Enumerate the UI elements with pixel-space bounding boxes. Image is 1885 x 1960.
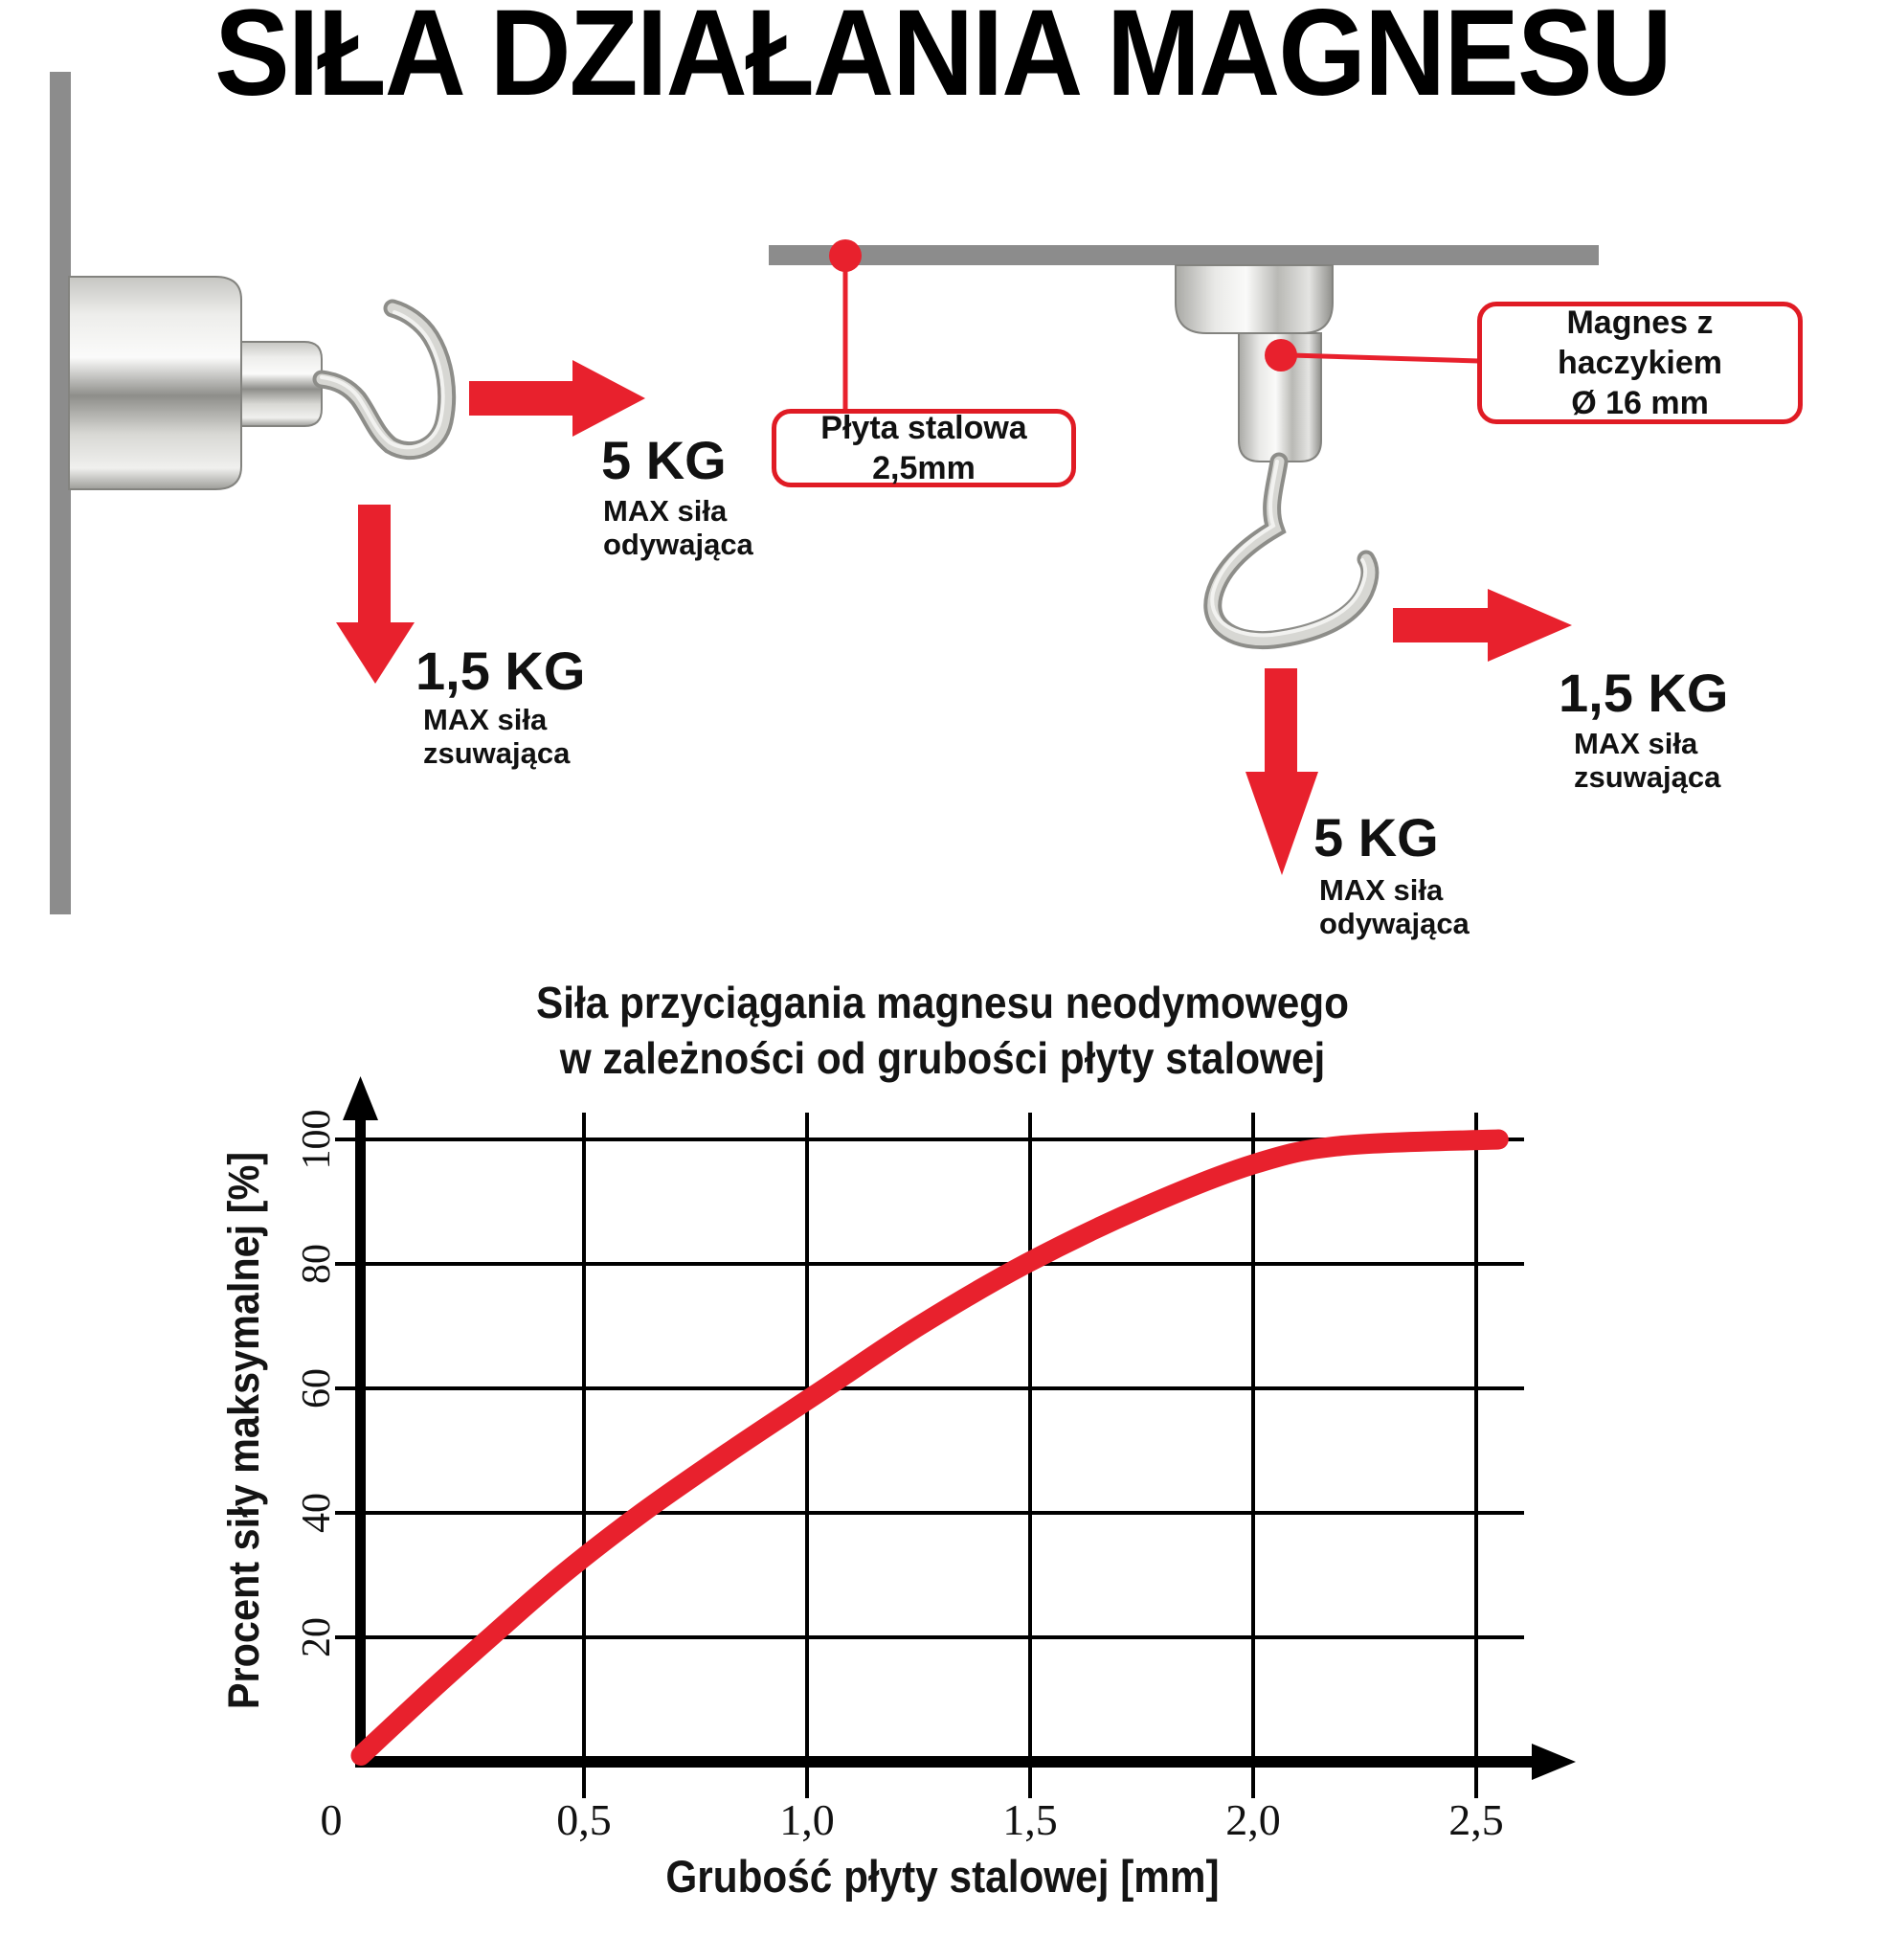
- chart-title-line2: w zależności od grubości płyty stalowej: [559, 1033, 1326, 1083]
- plate-callout-box: [772, 409, 1076, 487]
- magnet-cup: [69, 277, 241, 489]
- magnet-callout-text-2: Ø 16 mm: [1571, 385, 1709, 421]
- chart-x-axis: [355, 1756, 1535, 1768]
- chart-x-axis-arrow: [1532, 1744, 1576, 1780]
- x-tick-label: 0: [320, 1795, 343, 1844]
- chart-title-line1: Siła przyciągania magnesu neodymowego: [536, 978, 1349, 1027]
- x-tick-label: 2,0: [1225, 1795, 1281, 1844]
- right-pulloff-arrow: [1245, 668, 1318, 875]
- chart-axes: [343, 1076, 1576, 1780]
- y-tick-label: 80: [295, 1244, 339, 1284]
- magnet-callout-text-1: Magnes z haczykiem: [1558, 304, 1722, 381]
- left-pulloff-arrow: [469, 360, 645, 437]
- left-pulloff-value: 5 KG: [601, 430, 727, 490]
- right-pulloff-caption-1: MAX siła: [1319, 873, 1444, 907]
- chart-plot-area: [295, 1110, 1524, 1845]
- ceiling-magnet-image: [1176, 265, 1370, 641]
- left-slide-arrow: [336, 505, 415, 684]
- left-pulloff-caption-1: MAX siła: [603, 494, 728, 528]
- right-slide-caption-1: MAX siła: [1574, 727, 1698, 760]
- left-slide-caption-2: zsuwająca: [423, 736, 571, 770]
- plate-callout-connector: [829, 239, 862, 412]
- wall-magnet-image: [69, 277, 447, 489]
- y-tick-label: 60: [295, 1368, 339, 1408]
- magnet-hook: [322, 308, 447, 451]
- plate-marker-dot: [829, 239, 862, 272]
- chart-curve: [361, 1139, 1498, 1756]
- wall-steel-plate: [50, 72, 71, 914]
- x-tick-label: 0,5: [556, 1795, 612, 1844]
- page-title: SIŁA DZIAŁANIA MAGNESU: [214, 0, 1671, 122]
- chart-x-axis-label: Grubość płyty stalowej [mm]: [665, 1851, 1220, 1902]
- left-slide-value: 1,5 KG: [415, 641, 586, 701]
- left-pulloff-caption-2: odywająca: [603, 528, 753, 561]
- magnet-cup: [1176, 265, 1333, 333]
- magnet-hook: [1212, 462, 1370, 641]
- plate-callout-text: Płyta stalowa 2,5mm: [820, 410, 1027, 486]
- right-pulloff-caption-2: odywająca: [1319, 907, 1470, 940]
- magnet-marker-dot: [1265, 339, 1297, 372]
- y-tick-label: 20: [295, 1617, 339, 1657]
- left-slide-caption-1: MAX siła: [423, 703, 548, 736]
- magnet-callout-box: [1477, 302, 1803, 424]
- y-tick-label: 40: [295, 1493, 339, 1533]
- chart-y-axis: [355, 1113, 366, 1768]
- x-tick-label: 1,0: [779, 1795, 835, 1844]
- magnet-boss: [241, 342, 322, 426]
- ceiling-steel-plate: [769, 245, 1599, 265]
- right-slide-arrow: [1393, 589, 1572, 662]
- right-slide-caption-2: zsuwająca: [1574, 760, 1721, 794]
- y-tick-label: 100: [295, 1109, 339, 1170]
- x-tick-label: 2,5: [1448, 1795, 1504, 1844]
- right-pulloff-value: 5 KG: [1313, 807, 1439, 867]
- right-slide-value: 1,5 KG: [1559, 663, 1729, 723]
- x-tick-label: 1,5: [1002, 1795, 1058, 1844]
- chart-y-axis-label: Procent siły maksymalnej [%]: [219, 1151, 268, 1710]
